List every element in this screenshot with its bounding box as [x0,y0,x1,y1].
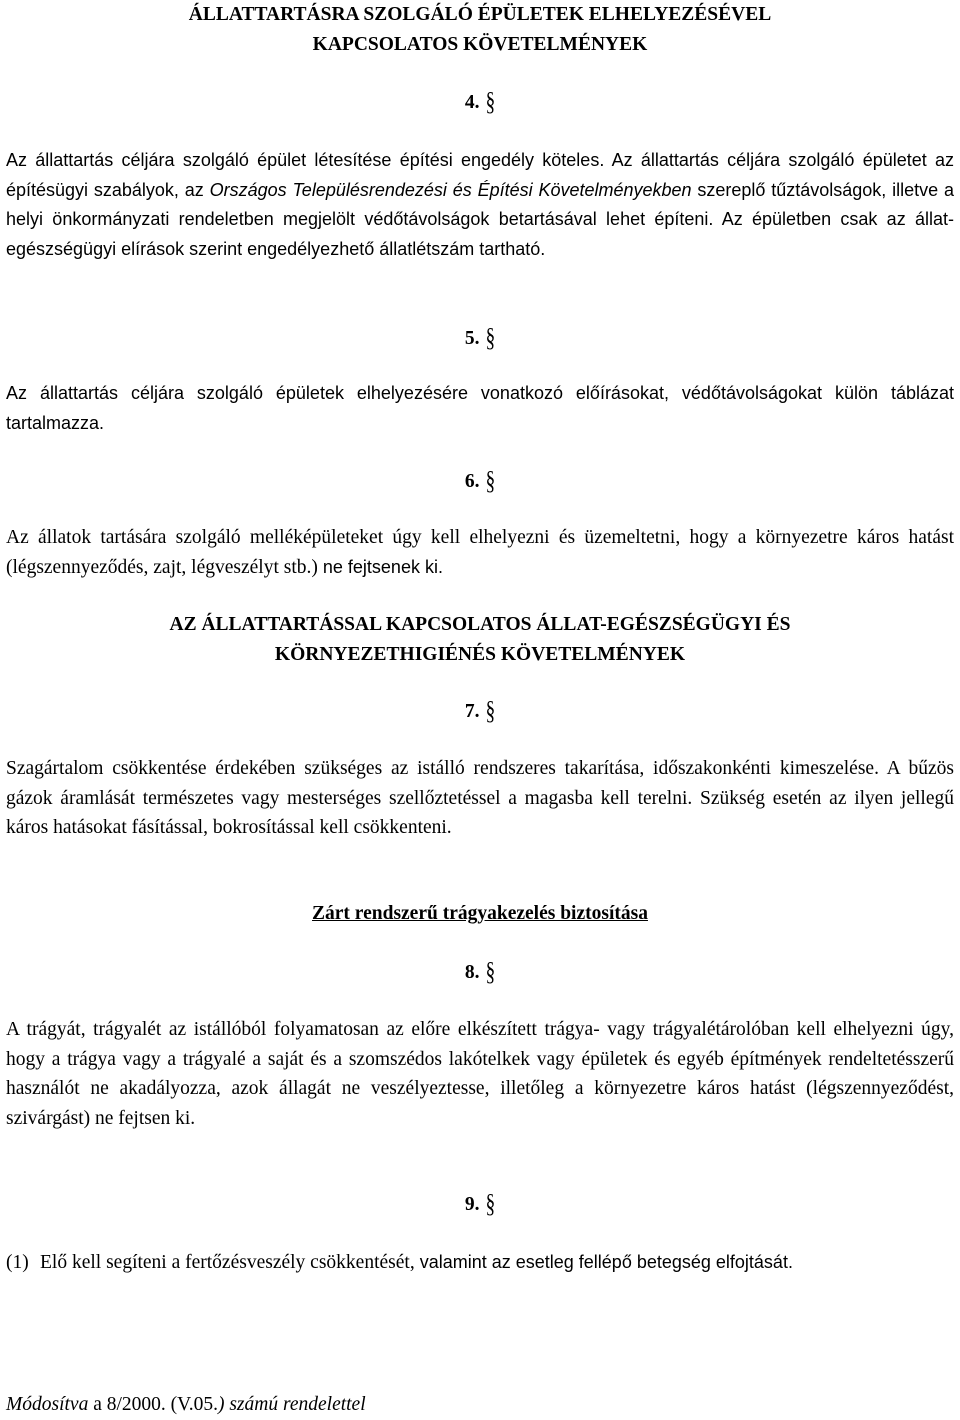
section-9-paragraph [6,1248,954,1278]
section-sign-icon: § [485,88,496,117]
section-5-text: Az állattartás céljára szolgáló épületek elhelyezésére vonatkozó előírásokat, védőtávolságokat külön táblázat tartalmazza. [6,383,954,433]
section-6-text-a: Az állatok tartására szolgáló melléképületeket úgy kell elhelyezni és üzemeltetni, hogy a környezetre káros hatást (légszennyeződés, zajt, légveszélyt stb.) [6,527,954,578]
section-7-paragraph [6,754,954,843]
amendment-note-italic-a: Módosítva [6,1394,89,1415]
hygiene-heading-line1: AZ ÁLLATTARTÁSSAL KAPCSOLATOS ÁLLAT-EGÉSZSÉGÜGYI ÉS [169,614,791,635]
section-8-paragraph [6,1015,954,1133]
section-sign-icon: § [485,467,496,496]
section-4-text-d: szereplő tűztávolságok, illetve a helyi önkormányzati rendeletben megjelölt védőtávolságok betartásával lehet építeni. [6,179,955,229]
section-4-text-b: Az állattartás céljára szolgáló épületet az építésügyi szabályok, az [6,150,955,200]
section-5-number: 5. [464,328,480,349]
section-7-heading [6,697,954,727]
section-heading-hygiene [6,610,954,669]
section-9-item-label: (1) [6,1252,29,1273]
section-8-text: A trágyát, trágyalét az istállóból folyamatosan az előre elkészített trágya- vagy trágyalétárolóban kell elhelyezni úgy, hogy a trágya vagy a trágyalé a saját és a szomszédos lakótelkek vagy épületek és egyéb építmények rendeltetésszerű használót ne akadályozza, azok állagát ne veszélyeztesse, illetőleg a környezetre káros hatást (légszennyeződést, szivárgást) ne fejtsen ki. [6,1019,954,1129]
section-4-heading [6,88,954,118]
amendment-note [6,1390,366,1420]
subheading-manure-text: Zárt rendszerű trágyakezelés biztosítása [312,903,648,924]
section-4-text-e: Az épületben csak az állat-egészségügyi elírások szerint engedélyezhető állatlétszám tartható. [6,209,954,259]
section-4-number: 4. [464,92,480,113]
section-9-heading [6,1190,954,1220]
section-5-heading [6,324,954,354]
subheading-manure [6,899,954,929]
amendment-note-italic-b: ) számú rendelettel [217,1394,366,1415]
section-6-heading [6,467,954,497]
main-title [6,0,954,59]
section-7-number: 7. [464,701,480,722]
section-9-text-b: valamint az esetleg fellépő betegség elfojtását. [414,1252,793,1272]
hygiene-heading-line2: KÖRNYEZETHIGIÉNÉS KÖVETELMÉNYEK [274,643,686,665]
section-4-text-a: Az állattartás céljára szolgáló épület létesítése építési engedély köteles. [6,150,605,170]
section-sign-icon: § [485,1190,496,1219]
section-sign-icon: § [485,958,496,987]
section-8-heading [6,958,954,988]
section-sign-icon: § [485,697,496,726]
main-title-line2: KAPCSOLATOS KÖVETELMÉNYEK [312,33,648,55]
section-9-number: 9. [464,1194,480,1215]
section-6-text-b: ne fejtsenek ki. [317,556,443,577]
section-8-number: 8. [464,962,480,983]
section-sign-icon: § [485,324,496,353]
section-4-text-italic: Országos Településrendezési és Építési Követelményekben [209,179,692,200]
main-title-line1: ÁLLATTARTÁSRA SZOLGÁLÓ ÉPÜLETEK ELHELYEZÉSÉVEL [188,4,772,25]
section-6-paragraph [6,523,954,582]
section-6-number: 6. [464,471,480,492]
section-4-paragraph [6,146,954,264]
section-7-text: Szagártalom csökkentése érdekében szükséges az istálló rendszeres takarítása, időszakonkénti kimeszelése. A bűzös gázok áramlását természetes vagy mesterséges szellőztetéssel a magasba kell terelni. Szükség esetén az ilyen jellegű káros hatásokat fásítással, bokrosítással kell csökkenteni. [6,758,954,838]
section-9-text-a: Elő kell segíteni a fertőzésveszély csökkentését, [40,1252,415,1273]
amendment-note-normal: a 8/2000. (V.05. [88,1394,218,1415]
section-5-paragraph [6,379,954,438]
